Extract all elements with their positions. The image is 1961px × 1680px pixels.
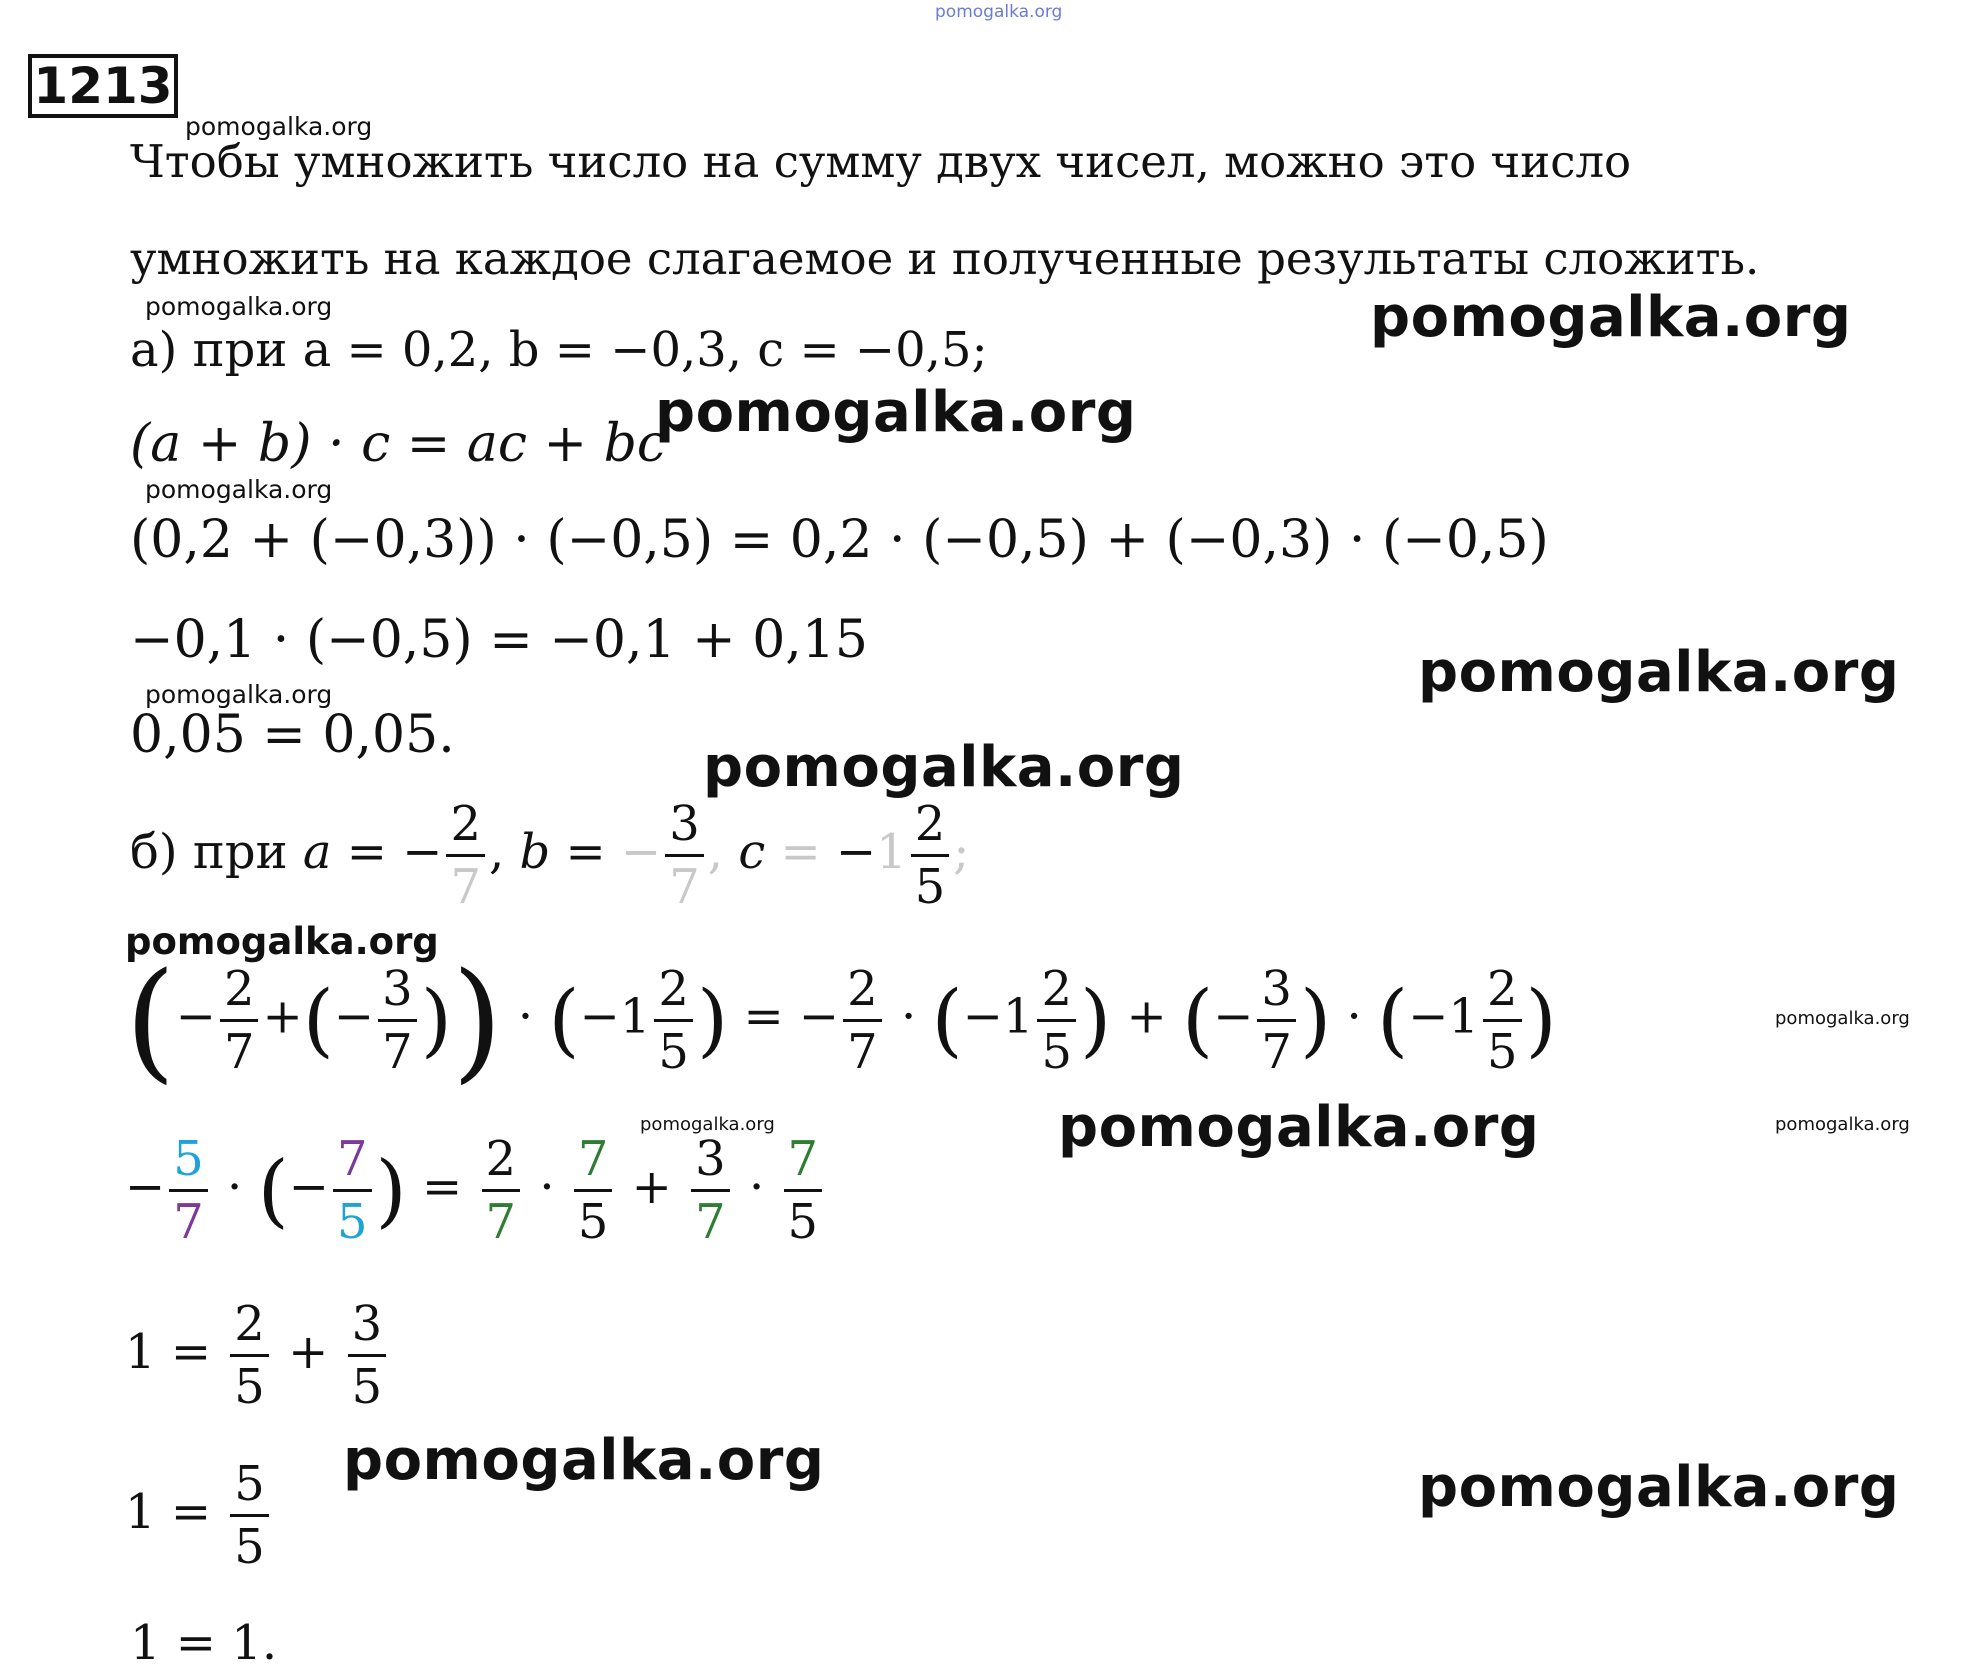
paren: )	[696, 973, 729, 1066]
minus: −	[288, 1159, 329, 1215]
paren: )	[1525, 973, 1557, 1066]
part-b-step2	[125, 1131, 826, 1250]
rule-line-1: Чтобы умножить число на сумму двух чисел, можно это число	[130, 135, 1632, 188]
numerator: 5	[169, 1135, 208, 1192]
fraction	[665, 796, 704, 915]
part-a-step1: (0,2 + (−0,3)) · (−0,5) = 0,2 · (−0,5) + (−0,3) · (−0,5)	[130, 510, 1549, 570]
minus: −	[402, 824, 443, 880]
fraction	[654, 960, 693, 1080]
denominator: 7	[1261, 1023, 1292, 1080]
whole-number: 1	[876, 824, 907, 880]
var-b: b	[519, 824, 551, 880]
denominator: 7	[847, 1023, 878, 1080]
watermark: pomogalka.org	[1058, 1095, 1540, 1160]
minus: −	[1408, 988, 1449, 1045]
paren: (	[1376, 973, 1409, 1066]
paren: )	[1080, 973, 1112, 1066]
fraction	[691, 1131, 730, 1250]
denominator: 7	[695, 1194, 726, 1250]
watermark: pomogalka.org	[145, 292, 333, 321]
denominator: 5	[234, 1359, 265, 1415]
comma: ,	[707, 824, 724, 880]
dot: ·	[900, 988, 917, 1045]
minus: −	[835, 824, 877, 880]
watermark: pomogalka.org	[1370, 285, 1852, 350]
denominator: 5	[337, 1194, 368, 1250]
var-c: c	[738, 824, 766, 880]
denominator: 7	[669, 859, 700, 915]
minus: −	[1213, 988, 1254, 1045]
part-b-step1	[125, 944, 1557, 1096]
paren: (	[548, 973, 580, 1066]
numerator: 2	[911, 800, 950, 857]
whole-number: 1	[619, 988, 651, 1045]
part-a-step3: 0,05 = 0,05.	[130, 705, 455, 765]
fraction	[230, 1296, 269, 1415]
fraction	[1257, 960, 1296, 1080]
part-b-prefix: б) при	[130, 824, 288, 880]
fraction	[220, 960, 259, 1080]
fraction	[333, 1131, 372, 1250]
part-b-final: 1 = 1.	[130, 1615, 278, 1671]
denominator: 5	[577, 1194, 609, 1250]
numerator: 7	[574, 1135, 613, 1192]
plus: +	[262, 988, 303, 1045]
equals: =	[346, 824, 387, 880]
denominator: 7	[223, 1023, 255, 1080]
fraction	[784, 1131, 823, 1250]
fraction	[911, 796, 950, 915]
numerator: 3	[1257, 965, 1296, 1022]
dot: ·	[227, 1159, 243, 1215]
paren: (	[125, 944, 176, 1096]
numerator: 2	[1037, 965, 1076, 1022]
numerator: 2	[482, 1135, 521, 1192]
denominator: 5	[914, 859, 946, 915]
minus: −	[621, 824, 662, 880]
denominator: 7	[173, 1194, 204, 1250]
denominator: 5	[234, 1519, 265, 1575]
paren: )	[1299, 973, 1332, 1066]
dot: ·	[517, 988, 534, 1045]
fraction	[230, 1456, 269, 1575]
plus: +	[1126, 988, 1167, 1045]
fraction	[1037, 960, 1076, 1080]
comma: ,	[489, 824, 505, 880]
watermark: pomogalka.org	[703, 735, 1185, 800]
numerator: 5	[230, 1460, 269, 1517]
rule-line-2: умножить на каждое слагаемое и полученные результаты сложить.	[130, 232, 1760, 285]
minus: −	[175, 988, 216, 1045]
paren: )	[420, 973, 452, 1066]
paren: )	[451, 944, 503, 1096]
whole-number: 1	[1448, 988, 1479, 1045]
watermark: pomogalka.org	[185, 112, 373, 141]
equals: =	[170, 1484, 212, 1540]
paren: (	[1181, 973, 1214, 1066]
watermark: pomogalka.org	[1775, 1114, 1910, 1135]
dot: ·	[1346, 988, 1362, 1045]
paren: (	[302, 973, 334, 1066]
numerator: 2	[446, 800, 485, 857]
numerator: 3	[665, 800, 704, 857]
part-b-step4	[125, 1456, 273, 1575]
watermark: pomogalka.org	[1775, 1008, 1910, 1029]
fraction	[169, 1131, 208, 1250]
denominator: 7	[382, 1023, 413, 1080]
minus: −	[962, 988, 1003, 1045]
equals: =	[170, 1324, 212, 1380]
minus: −	[579, 988, 620, 1045]
numerator: 7	[333, 1135, 372, 1192]
denominator: 5	[658, 1023, 689, 1080]
one: 1	[125, 1324, 156, 1380]
equals: =	[422, 1159, 463, 1215]
denominator: 7	[485, 1194, 517, 1250]
denominator: 5	[1041, 1023, 1073, 1080]
equals: =	[565, 824, 606, 880]
numerator: 3	[378, 965, 417, 1022]
part-a-formula: (a + b) · c = ac + bc	[130, 414, 666, 474]
part-a-condition: а) при a = 0,2, b = −0,3, c = −0,5;	[130, 322, 988, 378]
fraction	[843, 960, 882, 1080]
equals: =	[743, 988, 784, 1045]
denominator: 5	[1486, 1023, 1518, 1080]
watermark: pomogalka.org	[655, 380, 1137, 445]
part-a-step2: −0,1 · (−0,5) = −0,1 + 0,15	[130, 610, 869, 670]
numerator: 2	[654, 965, 693, 1022]
denominator: 5	[787, 1194, 819, 1250]
plus: +	[631, 1159, 672, 1215]
problem-number: 1213	[28, 54, 178, 118]
minus: −	[125, 1159, 166, 1215]
numerator: 2	[230, 1300, 269, 1357]
minus: −	[333, 988, 375, 1045]
numerator: 2	[843, 965, 882, 1022]
paren: (	[931, 973, 963, 1066]
part-b-condition	[130, 796, 970, 915]
watermark-top: pomogalka.org	[935, 2, 1063, 22]
plus: +	[288, 1324, 329, 1380]
dot: ·	[748, 1159, 765, 1215]
minus: −	[798, 988, 840, 1045]
paren: (	[257, 1143, 289, 1237]
dot: ·	[539, 1159, 555, 1215]
var-a: a	[302, 824, 332, 880]
denominator: 5	[351, 1359, 383, 1415]
fraction	[348, 1296, 387, 1415]
watermark: pomogalka.org	[125, 920, 439, 963]
watermark: pomogalka.org	[343, 1428, 825, 1493]
denominator: 7	[450, 859, 481, 915]
numerator: 3	[691, 1135, 730, 1192]
watermark: pomogalka.org	[1418, 1455, 1900, 1520]
watermark: pomogalka.org	[145, 475, 333, 504]
semicolon: ;	[953, 824, 970, 880]
paren: )	[375, 1143, 407, 1237]
equals: =	[780, 824, 821, 880]
part-b-step3	[125, 1296, 390, 1415]
fraction	[378, 960, 417, 1080]
fraction	[482, 1131, 521, 1250]
numerator: 2	[1483, 965, 1522, 1022]
watermark: pomogalka.org	[1418, 640, 1900, 705]
watermark: pomogalka.org	[145, 680, 333, 709]
whole-number: 1	[1002, 988, 1034, 1045]
numerator: 7	[784, 1135, 823, 1192]
fraction	[574, 1131, 613, 1250]
one: 1	[125, 1484, 156, 1540]
numerator: 3	[348, 1300, 387, 1357]
fraction	[446, 796, 485, 915]
watermark: pomogalka.org	[640, 1114, 775, 1135]
fraction	[1483, 960, 1522, 1080]
numerator: 2	[220, 965, 259, 1022]
